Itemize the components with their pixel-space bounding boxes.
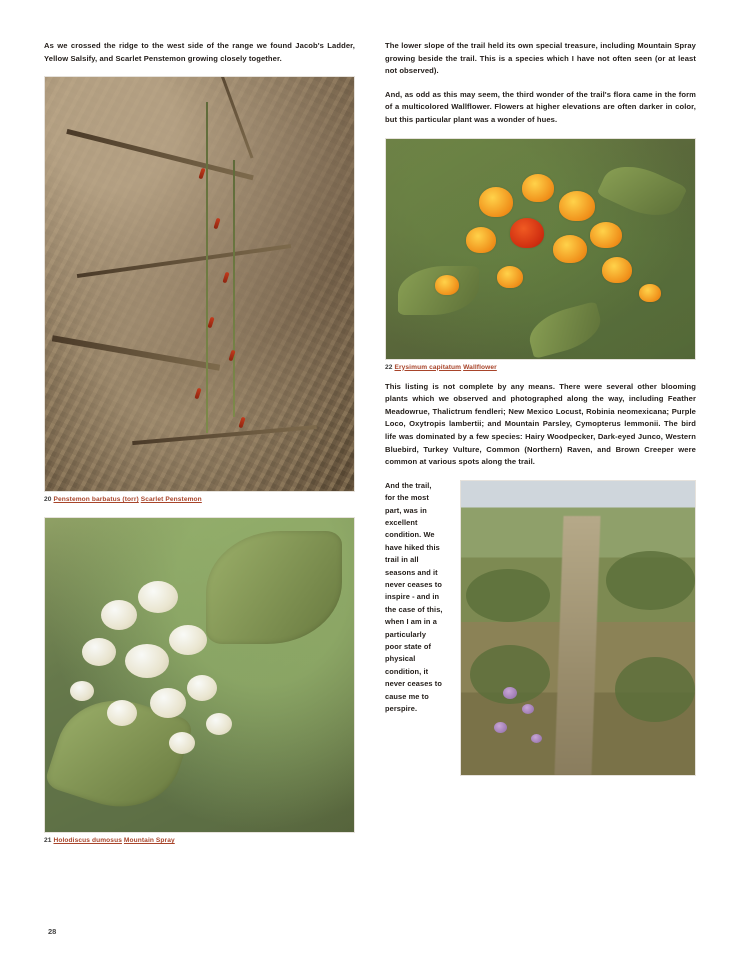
figure-21-title: Mountain Spray [123,837,175,845]
figure-20-caption [44,496,355,503]
figure-22-number: 22 [385,363,393,371]
figure-22-link[interactable]: Erysimum capitatum [394,363,462,371]
figure-21 [44,517,355,844]
right-paragraph-4: And the trail, for the most part, was in excellent condition. We have hiked this trail in all seasons and it never ceases to inspire - and in the case of this, when I am in a particularly poor state of physical condition, it never ceases to cause me to perspire. [385,480,443,714]
figure-22-title: Wallflower [463,363,497,371]
figure-22-caption [385,364,696,371]
figure-21-number: 21 [44,837,52,845]
figure-22 [385,138,696,371]
two-column-layout [44,40,696,844]
right-column [385,40,696,844]
left-column [44,40,355,844]
figure-21-caption [44,837,355,844]
figure-20 [44,76,355,503]
left-paragraph-1: As we crossed the ridge to the west side of the range we found Jacob's Ladder, Yellow Salsify, and Scarlet Penstemon growing closely together. [44,41,355,63]
figure-21-link[interactable]: Holodiscus dumosus [53,837,122,845]
right-paragraph-1: The lower slope of the trail held its own special treasure, including Mountain Spray growing beside the trail. This is a species which I have not often seen (or at least not observed). [385,41,696,76]
figure-20-number: 20 [44,496,52,504]
figure-20-link[interactable]: Penstemon barbatus (torr) [53,496,139,504]
photo-trail [460,480,696,776]
photo-wallflower [385,138,696,360]
right-paragraph-2: And, as odd as this may seem, the third wonder of the trail's flora came in the form of a multicolored Wallflower. Flowers at higher elevations are often darker in color, but this particular plant was a wonder of hues. [385,89,696,124]
page-number: 28 [48,927,57,936]
photo-scarlet-penstemon [44,76,355,492]
trail-text-and-photo [385,480,696,776]
narrow-text-column [385,480,443,727]
photo-mountain-spray [44,517,355,833]
figure-23 [460,480,696,776]
figure-20-title: Scarlet Penstemon [140,496,202,504]
right-paragraph-3: This listing is not complete by any means. There were several other blooming plants which we observed and photographed along the way, including Feather Meadowrue, Thalictrum fendleri; New Mexico Locust, Robinia neomexicana; Purple Loco, Oxytropis lambertii; and Mountain Parsley, Cymopterus lemmonii. The bird life was dominated by a few species: Hairy Woodpecker, Dark-eyed Junco, Western Bluebird, Turkey Vulture, Common (Northern) Raven, and Brown Creeper were common at various spots along the trail. [385,381,696,467]
